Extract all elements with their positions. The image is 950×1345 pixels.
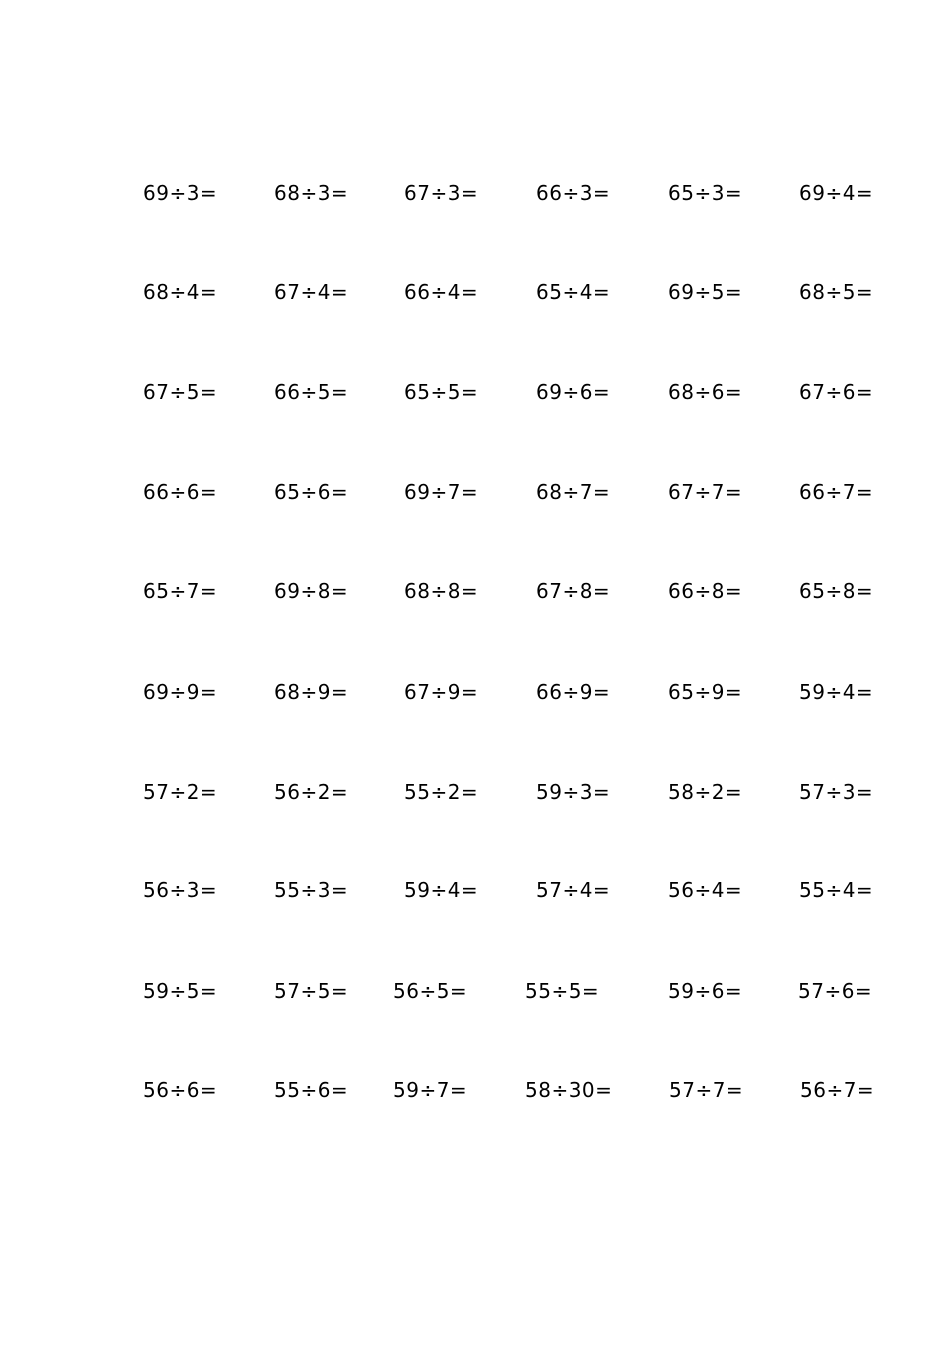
problem: 68÷5= — [799, 280, 874, 304]
problem: 57÷2= — [143, 780, 218, 804]
problem: 68÷8= — [404, 579, 479, 603]
problem: 69÷4= — [799, 181, 874, 205]
problem: 69÷7= — [404, 480, 479, 504]
problem: 55÷4= — [799, 878, 874, 902]
problem: 67÷4= — [274, 280, 349, 304]
problem: 67÷5= — [143, 380, 218, 404]
problem: 66÷6= — [143, 480, 218, 504]
problem: 68÷3= — [274, 181, 349, 205]
problem: 56÷6= — [143, 1078, 218, 1102]
problem: 65÷4= — [536, 280, 611, 304]
problem: 56÷7= — [800, 1078, 875, 1102]
problem: 59÷3= — [536, 780, 611, 804]
problem: 69÷5= — [668, 280, 743, 304]
problem: 67÷8= — [536, 579, 611, 603]
problem: 59÷4= — [799, 680, 874, 704]
problem: 67÷9= — [404, 680, 479, 704]
problem: 56÷3= — [143, 878, 218, 902]
problem: 59÷5= — [143, 979, 218, 1003]
problem: 59÷7= — [393, 1078, 468, 1102]
problem: 69÷9= — [143, 680, 218, 704]
problem: 59÷4= — [404, 878, 479, 902]
problem: 57÷6= — [798, 979, 873, 1003]
problem: 67÷6= — [799, 380, 874, 404]
problem: 55÷6= — [274, 1078, 349, 1102]
problem: 68÷4= — [143, 280, 218, 304]
problem: 57÷4= — [536, 878, 611, 902]
problem: 56÷4= — [668, 878, 743, 902]
problem: 56÷5= — [393, 979, 468, 1003]
problem: 67÷7= — [668, 480, 743, 504]
problem: 55÷3= — [274, 878, 349, 902]
problem: 66÷7= — [799, 480, 874, 504]
problem: 66÷9= — [536, 680, 611, 704]
problem: 69÷3= — [143, 181, 218, 205]
problem: 66÷4= — [404, 280, 479, 304]
problem: 66÷5= — [274, 380, 349, 404]
problem: 65÷3= — [668, 181, 743, 205]
problem: 66÷8= — [668, 579, 743, 603]
problem: 59÷6= — [668, 979, 743, 1003]
problem: 68÷9= — [274, 680, 349, 704]
problem: 68÷6= — [668, 380, 743, 404]
problem: 58÷2= — [668, 780, 743, 804]
problem: 67÷3= — [404, 181, 479, 205]
problem: 65÷8= — [799, 579, 874, 603]
problem: 69÷6= — [536, 380, 611, 404]
problem: 65÷7= — [143, 579, 218, 603]
problem: 57÷5= — [274, 979, 349, 1003]
problem: 68÷7= — [536, 480, 611, 504]
problem: 55÷5= — [525, 979, 600, 1003]
problem: 65÷5= — [404, 380, 479, 404]
problem: 56÷2= — [274, 780, 349, 804]
problem: 65÷6= — [274, 480, 349, 504]
problem: 65÷9= — [668, 680, 743, 704]
problem: 57÷3= — [799, 780, 874, 804]
problem: 69÷8= — [274, 579, 349, 603]
problem: 57÷7= — [669, 1078, 744, 1102]
problem: 58÷30= — [525, 1078, 613, 1102]
problem: 55÷2= — [404, 780, 479, 804]
problem: 66÷3= — [536, 181, 611, 205]
